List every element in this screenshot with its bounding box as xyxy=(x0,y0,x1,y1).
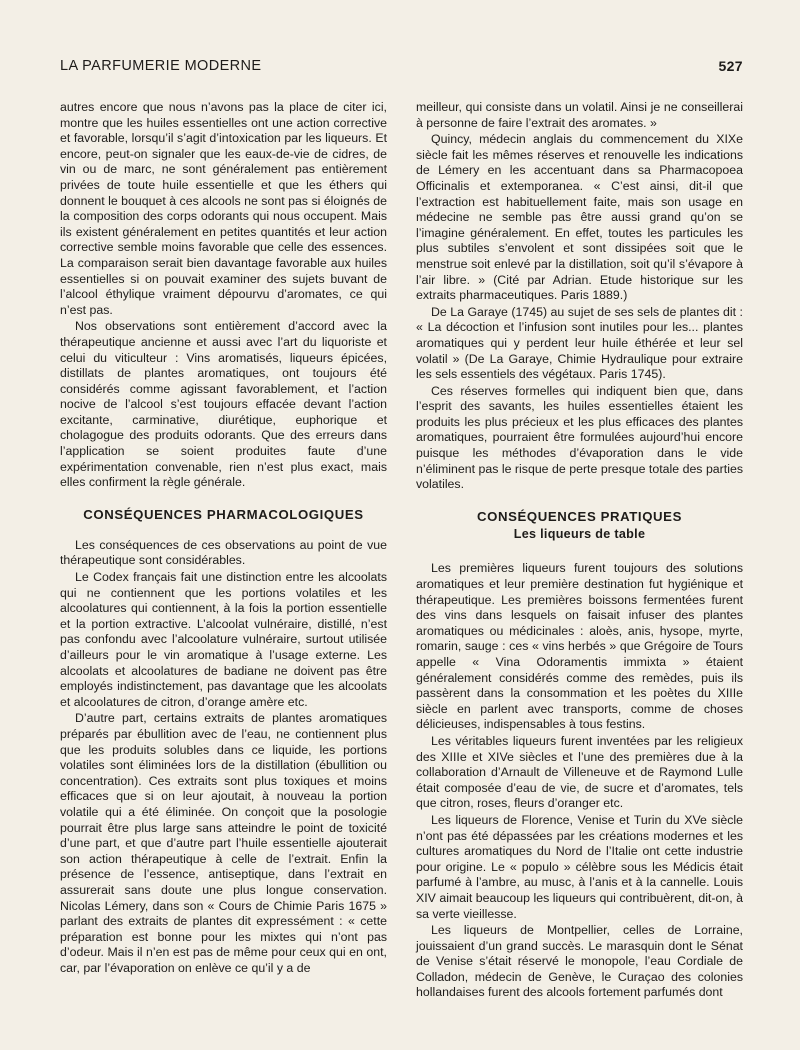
section-heading: CONSÉQUENCES PHARMACOLOGIQUES xyxy=(83,506,364,522)
left-column xyxy=(60,100,387,977)
section-subheading: Les liqueurs de table xyxy=(513,526,646,541)
paragraph: Quincy, médecin anglais du commencement du XIXe siècle fait les mêmes réserves et renouvelle les indications de Lémery en les accentuant dans sa Pharmacopoea Officinalis et extemporanea. « C’est ainsi, dit-il que l’extraction est habituellement faite, mais son usage en médecine ne semble pas être aussi grand qu’on se l’imagine généralement. En effet, toutes les particules les plus subtiles s’envolent et sont dissipées soit que le menstrue soit enlevé par la distillation, soit qu’il s’évapore à l’air libre. » (Cité par Adrian. Etude historique sur les extraits pharmaceutiques. Paris 1889.) xyxy=(416,132,743,303)
page-header xyxy=(60,58,743,78)
paragraph: Les liqueurs de Montpellier, celles de Lorraine, jouissaient d’un grand succès. Le marasquin dont le Sénat de Venise s’était réservé le monopole, l’eau Cordiale de Colladon, médecin de Genève, le Curaçao des colonies hollandaises furent des alcools fortement parfumés dont xyxy=(416,923,743,1000)
page-number: 527 xyxy=(718,58,743,74)
running-title: LA PARFUMERIE MODERNE xyxy=(60,58,262,74)
paragraph: autres encore que nous n’avons pas la place de citer ici, montre que les huiles essentielles ont une action corrective et favorable, lorsqu’il s’agit d’intoxication par les liqueurs. Et encore, peut-on signaler que les eaux-de-vie de cidres, de vin ou de marc, ne sont généralement pas entièrement privées de toute huile essentielle et que les éthers qui donnent le bouquet à ces alcools ne sont pas si éloignés de la composition des corps odorants qui nous occupent. Mais ils existent généralement en petites quantités et leur action corrective semble moins favorable que celle des essences. La comparaison serait bien davantage favorable aux huiles essentielles si on pouvait examiner des sujets buvant de l’alcool éthylique vraiment dépourvu d’aromates, ce qui n’est pas. xyxy=(60,100,387,317)
paragraph: Nos observations sont entièrement d’accord avec la thérapeutique ancienne et aussi avec l’art du liquoriste et celui du viticulteur : Vins aromatisés, liqueurs épicées, distillats de plantes aromatiques, ont toujours été considérés comme agissant favorablement, et l’action nocive de l’alcool s’est toujours effacée devant l’action excitante, carminative, diurétique, euphorique et cholagogue des produits odorants. Que des erreurs dans l’application se soient produites faute d’une expérimentation convenable, rien n’est plus exact, mais elles confirment la règle générale. xyxy=(60,319,387,490)
paragraph: Les premières liqueurs furent toujours des solutions aromatiques et leur première destination fut hygiénique et thérapeutique. Les premières boissons fermentées furent des vins dans lesquels on faisait infuser des plantes aromatiques ou médicinales : aloès, anis, hysope, myrte, romarin, sauge : ces « vins herbés » que Grégoire de Tours appelle « Vina Odoramentis immixta » étaient généralement considérés comme des remèdes, puis ils passèrent dans la consommation et les poètes du XIIIe siècle en parlent avec transports, comme de choses délicieuses, indispensables à tous festins. xyxy=(416,561,743,732)
paragraph: D’autre part, certains extraits de plantes aromatiques préparés par ébullition avec de l’eau, ne contiennent plus que les produits solubles dans ce liquide, les portions volatiles sont éliminées lors de la distillation (ébullition ou concentration). Ces extraits sont plus toxiques et moins efficaces que si on leur ajoutait, à nouveau la portion volatile qui a été éliminée. On conçoit que la posologie pourrait être plus large sans atteindre le point de toxicité d’une part, et que d’autre part l’huile essentielle ajouterait son action thérapeutique à celle de l’extrait. Enfin la présence de l’essence, antiseptique, dans l’extrait en assurerait sans doute une plus longue conservation. Nicolas Lémery, dans son « Cours de Chimie Paris 1675 » parlant des extraits de plantes dit expressément : « cette préparation est bonne pour les mixtes qui n’ont pas d’odeur. Mais il n’en est pas de même pour ceux qui en ont, car, par l’évaporation on enlève ce qu’il y a de xyxy=(60,711,387,975)
right-column xyxy=(416,100,743,1002)
paragraph: Ces réserves formelles qui indiquent bien que, dans l’esprit des savants, les huiles essentielles étaient les produits les plus précieux et les plus efficaces des plantes aromatiques, pourraient être formulées aujourd’hui encore puisque les méthodes d’évaporation dans le vide n’éliminent pas le risque de perte presque totale des parties volatiles. xyxy=(416,383,743,492)
paragraph: Le Codex français fait une distinction entre les alcoolats qui ne contiennent que les portions volatiles et les alcoolatures qui contiennent, à la fois la portion essentielle et la portion extractive. L’alcoolat vulnéraire, distillé, n’est pas confondu avec l’alcoolature vulnéraire, surtout utilisée d’ailleurs pour le vin aromatique à l’usage externe. Les alcoolats et alcoolatures de badiane ne doivent pas être employés indistinctement, pas davantage que les alcoolats et alcoolatures de citron, d’orange amère etc. xyxy=(60,570,387,709)
paragraph: De La Garaye (1745) au sujet de ses sels de plantes dit : « La décoction et l’infusion sont inutiles pour les... plantes aromatiques qui y perdent leur huile éthérée et leur sel volatil » (De La Garaye, Chimie Hydraulique pour extraire les sels essentiels des végétaux. Paris 1745). xyxy=(416,304,743,382)
paragraph: Les conséquences de ces observations au point de vue thérapeutique sont considérables. xyxy=(60,537,387,568)
paragraph: Les véritables liqueurs furent inventées par les religieux des XIIIe et XIVe siècles et l’une des premières due à la collaboration d’Arnault de Villeneuve et de Raymond Lulle était composée d’eau de vie, de sucre et d’aromates, tels que citron, roses, fleurs d’oranger etc. xyxy=(416,733,743,811)
section-heading: CONSÉQUENCES PRATIQUES xyxy=(477,508,682,524)
paragraph: meilleur, qui consiste dans un volatil. Ainsi je ne conseillerai à personne de faire l’extrait des aromates. » xyxy=(416,100,743,130)
paragraph: Les liqueurs de Florence, Venise et Turin du XVe siècle n’ont pas été dépassées par les créations modernes et les cultures aromatiques du Nord de l’Italie ont cette industrie pour origine. Le « populo » célèbre sous les Médicis était parfumé à l’ambre, au musc, à l’anis et à la cannelle. Louis XIV aimait beaucoup les liqueurs qui contribuèrent, dit-on, à sa verte vieillesse. xyxy=(416,812,743,921)
